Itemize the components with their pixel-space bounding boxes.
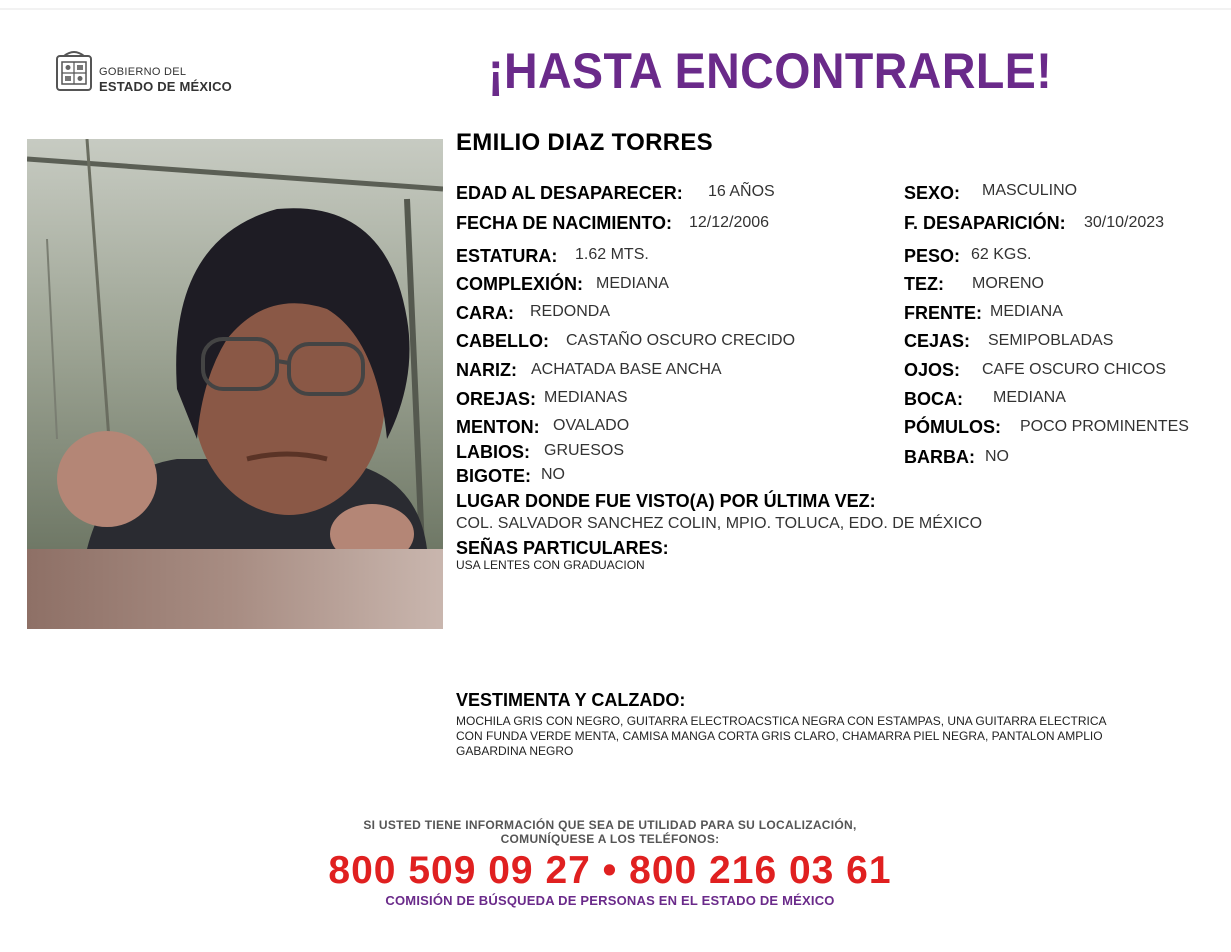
edad-value: 16 AÑOS xyxy=(708,183,775,200)
cejas-value: SEMIPOBLADAS xyxy=(988,332,1114,349)
frente-label: FRENTE: xyxy=(904,303,982,323)
labios-label: LABIOS: xyxy=(456,442,530,462)
edad-label: EDAD AL DESAPARECER: xyxy=(456,183,683,203)
bigote-value: NO xyxy=(541,466,565,483)
estado-de-mexico-seal-icon xyxy=(56,50,92,92)
pomulos-label: PÓMULOS: xyxy=(904,417,1001,437)
fecha-nacimiento-value: 12/12/2006 xyxy=(689,214,770,231)
headline: ¡HASTA ENCONTRARLE! xyxy=(488,43,1053,99)
senas-value: USA LENTES CON GRADUACION xyxy=(456,558,645,572)
vestimenta-line3: GABARDINA NEGRO xyxy=(456,744,574,758)
boca-value: MEDIANA xyxy=(993,389,1066,406)
info-line2: COMUNÍQUESE A LOS TELÉFONOS: xyxy=(500,832,720,846)
cabello-value: CASTAÑO OSCURO CRECIDO xyxy=(566,332,796,349)
senas-label: SEÑAS PARTICULARES: xyxy=(456,538,669,558)
fecha-desaparicion-label: F. DESAPARICIÓN: xyxy=(904,213,1066,233)
top-divider xyxy=(0,8,1231,10)
complexion-label: COMPLEXIÓN: xyxy=(456,274,584,294)
ojos-label: OJOS: xyxy=(904,360,961,380)
person-name: EMILIO DIAZ TORRES xyxy=(456,129,713,156)
barba-label: BARBA: xyxy=(904,447,975,467)
menton-label: MENTON: xyxy=(456,417,540,437)
nariz-value: ACHATADA BASE ANCHA xyxy=(531,361,722,378)
orejas-value: MEDIANAS xyxy=(544,389,628,406)
barba-value: NO xyxy=(985,448,1009,465)
ojos-value: CAFE OSCURO CHICOS xyxy=(982,361,1167,378)
vestimenta-description xyxy=(456,714,1176,759)
sexo-label: SEXO: xyxy=(904,183,961,203)
estatura-value: 1.62 MTS. xyxy=(575,246,649,263)
pomulos-value: POCO PROMINENTES xyxy=(1020,418,1189,435)
cejas-label: CEJAS: xyxy=(904,331,971,351)
gov-name-line1: GOBIERNO DEL xyxy=(99,66,187,78)
cabello-label: CABELLO: xyxy=(456,331,549,351)
fecha-desaparicion-value: 30/10/2023 xyxy=(1084,214,1165,231)
orejas-label: OREJAS: xyxy=(456,389,537,409)
phone-numbers: 800 509 09 27 • 800 216 03 61 xyxy=(328,849,892,892)
peso-label: PESO: xyxy=(904,246,961,266)
last-seen-value: COL. SALVADOR SANCHEZ COLIN, MPIO. TOLUCA, EDO. DE MÉXICO xyxy=(456,515,983,532)
tez-label: TEZ: xyxy=(904,274,944,294)
tez-value: MORENO xyxy=(972,275,1044,292)
vestimenta-line1: MOCHILA GRIS CON NEGRO, GUITARRA ELECTROACSTICA NEGRA CON ESTAMPAS, UNA GUITARRA ELECTRICA xyxy=(456,714,1107,728)
info-line1: SI USTED TIENE INFORMACIÓN QUE SEA DE UTILIDAD PARA SU LOCALIZACIÓN, xyxy=(363,818,857,832)
peso-value: 62 KGS. xyxy=(971,246,1032,263)
bigote-label: BIGOTE: xyxy=(456,466,531,486)
missing-person-photo xyxy=(27,139,443,629)
menton-value: OVALADO xyxy=(553,417,630,434)
nariz-label: NARIZ: xyxy=(456,360,517,380)
last-seen-label: LUGAR DONDE FUE VISTO(A) POR ÚLTIMA VEZ: xyxy=(456,491,876,511)
gov-name-line2: ESTADO DE MÉXICO xyxy=(99,79,232,94)
labios-value: GRUESOS xyxy=(544,442,625,459)
boca-label: BOCA: xyxy=(904,389,963,409)
cara-value: REDONDA xyxy=(530,303,611,320)
complexion-value: MEDIANA xyxy=(596,275,669,292)
estatura-label: ESTATURA: xyxy=(456,246,558,266)
vestimenta-line2: CON FUNDA VERDE MENTA, CAMISA MANGA CORTA GRIS CLARO, CHAMARRA PIEL NEGRA, PANTALON AMPLIO xyxy=(456,729,1103,743)
sexo-value: MASCULINO xyxy=(982,182,1078,199)
cara-label: CARA: xyxy=(456,303,514,323)
comision-name: COMISIÓN DE BÚSQUEDA DE PERSONAS EN EL ESTADO DE MÉXICO xyxy=(385,893,835,908)
fecha-nacimiento-label: FECHA DE NACIMIENTO: xyxy=(456,213,672,233)
vestimenta-label: VESTIMENTA Y CALZADO: xyxy=(456,690,686,710)
frente-value: MEDIANA xyxy=(990,303,1063,320)
